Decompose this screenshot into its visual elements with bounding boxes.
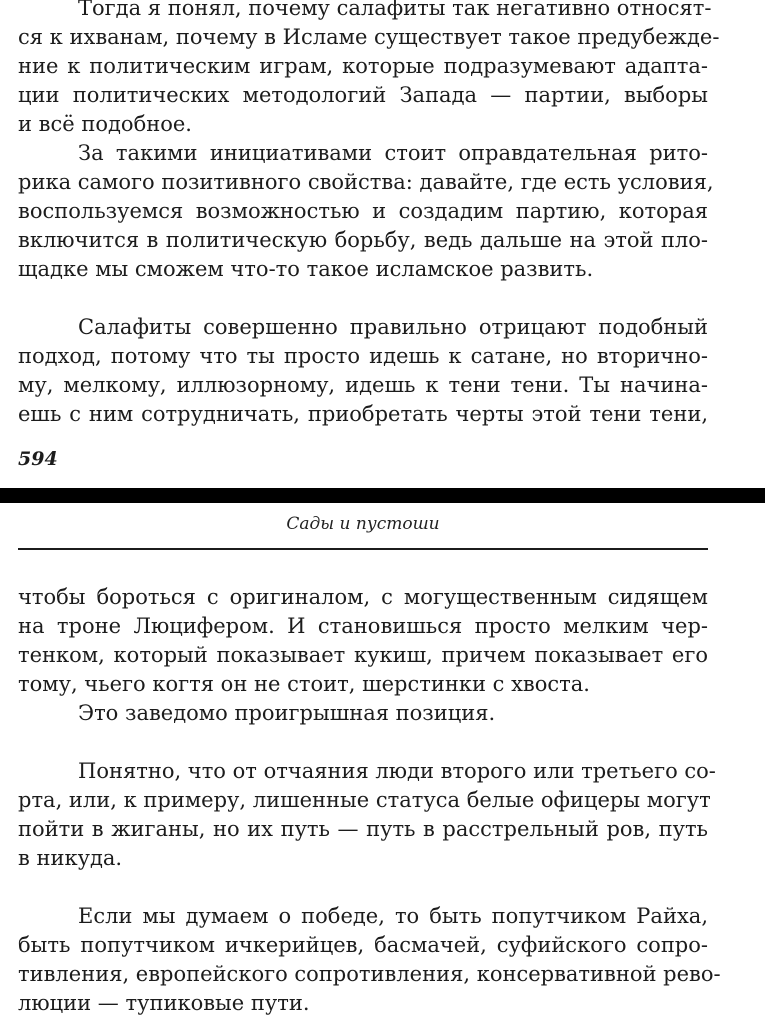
page-number: 594 xyxy=(18,448,58,470)
text-line: подход, потому что ты просто идешь к сатане, но вторично- xyxy=(18,344,708,368)
text-line: Салафиты совершенно правильно отрицают подобный xyxy=(78,315,708,339)
text-line: воспользуемся возможностью и создадим партию, которая xyxy=(18,199,708,223)
page-divider xyxy=(0,488,765,503)
text-line: Это заведомо проигрышная позиция. xyxy=(78,701,496,725)
text-line: ции политических методологий Запада — партии, выборы xyxy=(18,83,708,107)
text-line: тивления, европейского сопротивления, консервативной рево- xyxy=(18,962,721,986)
text-line: щадке мы сможем что-то такое исламское развить. xyxy=(18,257,594,281)
text-line: тому, чьего когтя он не стоит, шерстинки с хвоста. xyxy=(18,672,590,696)
text-line: в никуда. xyxy=(18,846,123,870)
text-line: включится в политическую борьбу, ведь дальше на этой пло- xyxy=(18,228,708,252)
text-line: За такими инициативами стоит оправдательная рито- xyxy=(78,141,708,165)
text-line: пойти в жиганы, но их путь — путь в расстрельный ров, путь xyxy=(18,817,708,841)
text-line: ешь с ним сотрудничать, приобретать черты этой тени тени, xyxy=(18,402,708,426)
lower-page xyxy=(0,503,765,1024)
text-line: люции — тупиковые пути. xyxy=(18,991,310,1015)
text-line: ся к ихванам, почему в Исламе существует такое предубежде- xyxy=(18,25,720,49)
text-line: ние к политическим играм, которые подразумевают адапта- xyxy=(18,54,708,78)
text-line: быть попутчиком ичкерийцев, басмачей, суфийского сопро- xyxy=(18,933,708,957)
text-line: Тогда я понял, почему салафиты так негативно относят- xyxy=(78,0,712,20)
text-line: чтобы бороться с оригиналом, с могущественным сидящем xyxy=(18,585,708,609)
text-line: на троне Люцифером. И становишься просто мелким чер- xyxy=(18,614,708,638)
text-line: Если мы думаем о победе, то быть попутчиком Райха, xyxy=(78,904,708,928)
text-line: Понятно, что от отчаяния люди второго или третьего со- xyxy=(78,759,716,783)
text-line: и всё подобное. xyxy=(18,112,192,136)
text-line: рика самого позитивного свойства: давайте, где есть условия, xyxy=(18,170,714,194)
upper-page xyxy=(0,0,765,488)
text-line: рта, или, к примеру, лишенные статуса белые офицеры могут xyxy=(18,788,711,812)
text-line: тенком, который показывает кукиш, причем показывает его xyxy=(18,643,708,667)
running-header: Сады и пустоши xyxy=(286,514,440,534)
text-line: му, мелкому, иллюзорному, идешь к тени тени. Ты начина- xyxy=(18,373,708,397)
